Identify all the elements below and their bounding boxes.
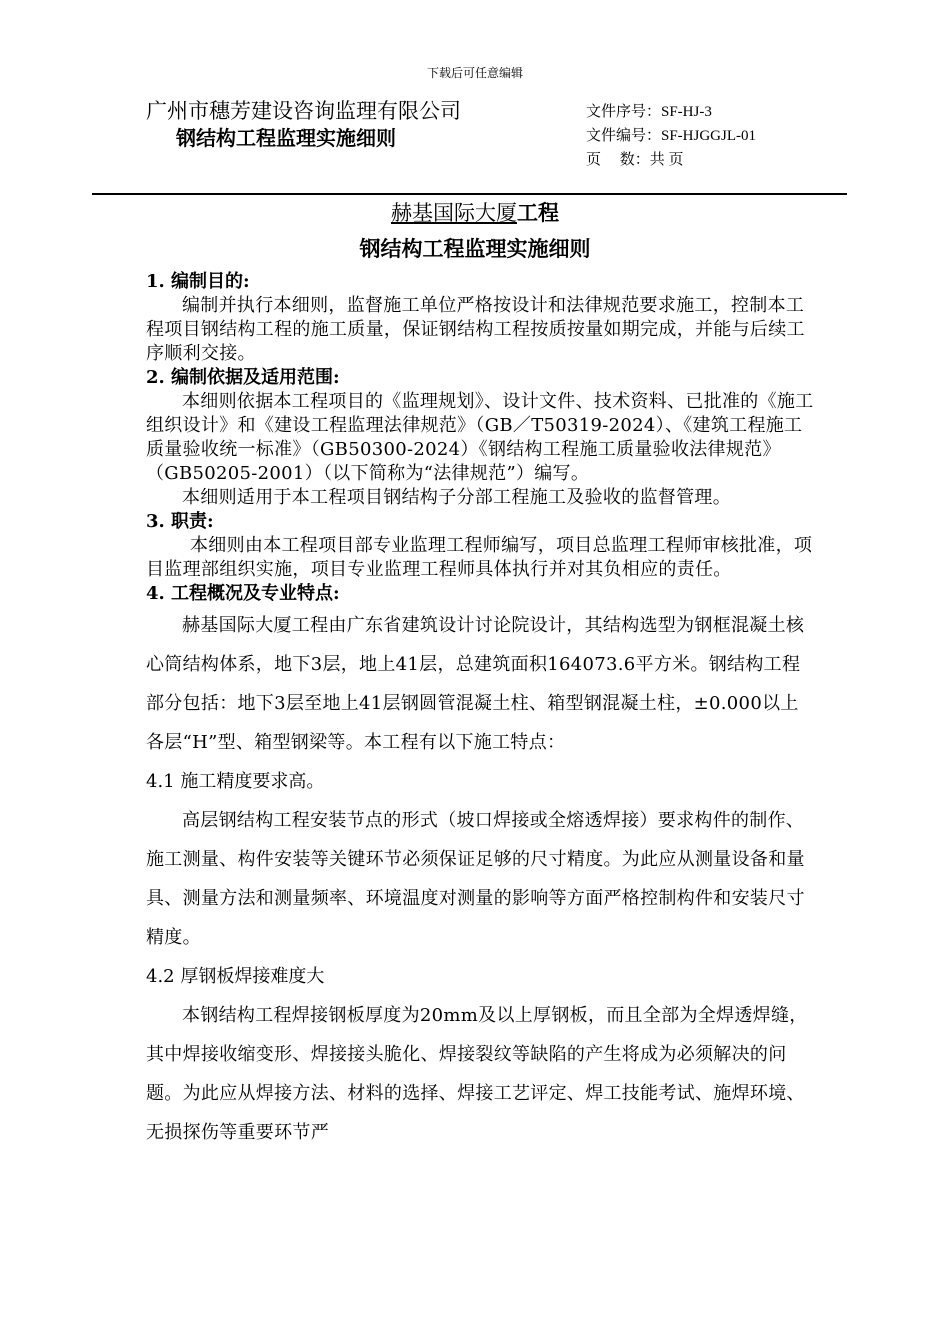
project-name: 赫基国际大厦	[391, 201, 517, 225]
document-title: 钢结构工程监理实施细则	[359, 236, 591, 261]
page-count: 页 数：共 页	[586, 152, 684, 168]
top-note: 下载后可任意编辑	[426, 66, 523, 80]
section-paragraph: 本细则由本工程项目部专业监理工程师编写，项目总监理工程师审核批准，项目监理部组织实施，项目专业监理工程师具体执行并对其负相应的责任。	[146, 535, 813, 580]
section-heading: 3. 职责:	[146, 511, 214, 532]
file-serial: 文件序号：SF-HJ-3	[586, 104, 712, 120]
section-paragraph: 赫基国际大厦工程由广东省建筑设计讨论院设计，其结构选型为钢框混凝土核心筒结构体系，地下3层，地上41层，总建筑面积164073.6平方米。钢结构工程部分包括：地下3层至地上41层钢圆管混凝土柱、箱型钢混凝土柱，±0.000以上各层“H”型、箱型钢梁等。本工程有以下施工特点：	[146, 615, 805, 753]
subsection-paragraph: 高层钢结构工程安装节点的形式（坡口焊接或全熔透焊接）要求构件的制作、施工测量、构件安装等关键环节必须保证足够的尺寸精度。为此应从测量设备和量具、测量方法和测量频率、环境温度对测量的影响等方面严格控制构件和安装尺寸精度。	[146, 810, 805, 948]
project-title	[0, 197, 950, 227]
section-heading: 4. 工程概况及专业特点:	[146, 583, 340, 604]
subsection-paragraph: 本钢结构工程焊接钢板厚度为20mm及以上厚钢板，而且全部为全焊透焊缝，其中焊接收缩变形、焊接接头脆化、焊接裂纹等缺陷的产生将成为必须解决的问题。为此应从焊接方法、材料的选择、焊接工艺评定、焊工技能考试、施焊环境、无损探伤等重要环节严	[146, 1005, 808, 1143]
subsection-heading: 4.2 厚钢板焊接难度大	[146, 966, 325, 987]
header-subtitle: 钢结构工程监理实施细则	[176, 126, 396, 150]
section-heading: 1. 编制目的:	[146, 271, 250, 292]
section-paragraph: 编制并执行本细则，监督施工单位严格按设计和法律规范要求施工，控制本工程项目钢结构工程的施工质量，保证钢结构工程按质按量如期完成，并能与后续工序顺利交接。	[146, 295, 805, 364]
project-suffix: 工程	[517, 200, 559, 225]
file-number: 文件编号：SF-HJGGJL-01	[586, 128, 757, 144]
section-heading: 2. 编制依据及适用范围:	[146, 367, 340, 388]
section-paragraph: 本细则依据本工程项目的《监理规划》、设计文件、技术资料、已批准的《施工组织设计》和《建设工程监理法律规范》（GB／T50319-2024）、《建筑工程施工质量验收统一标准》（GB50300-2024）《钢结构工程施工质量验收法律规范》（GB50205-2001）（以下简称为“法律规范”）编写。	[146, 391, 814, 484]
document-body	[146, 270, 816, 1152]
header-divider	[92, 193, 847, 195]
section-paragraph: 本细则适用于本工程项目钢结构子分部工程施工及验收的监督管理。	[182, 487, 731, 508]
company-name: 广州市穗芳建设咨询监理有限公司	[146, 99, 461, 123]
subsection-heading: 4.1 施工精度要求高。	[146, 771, 325, 792]
